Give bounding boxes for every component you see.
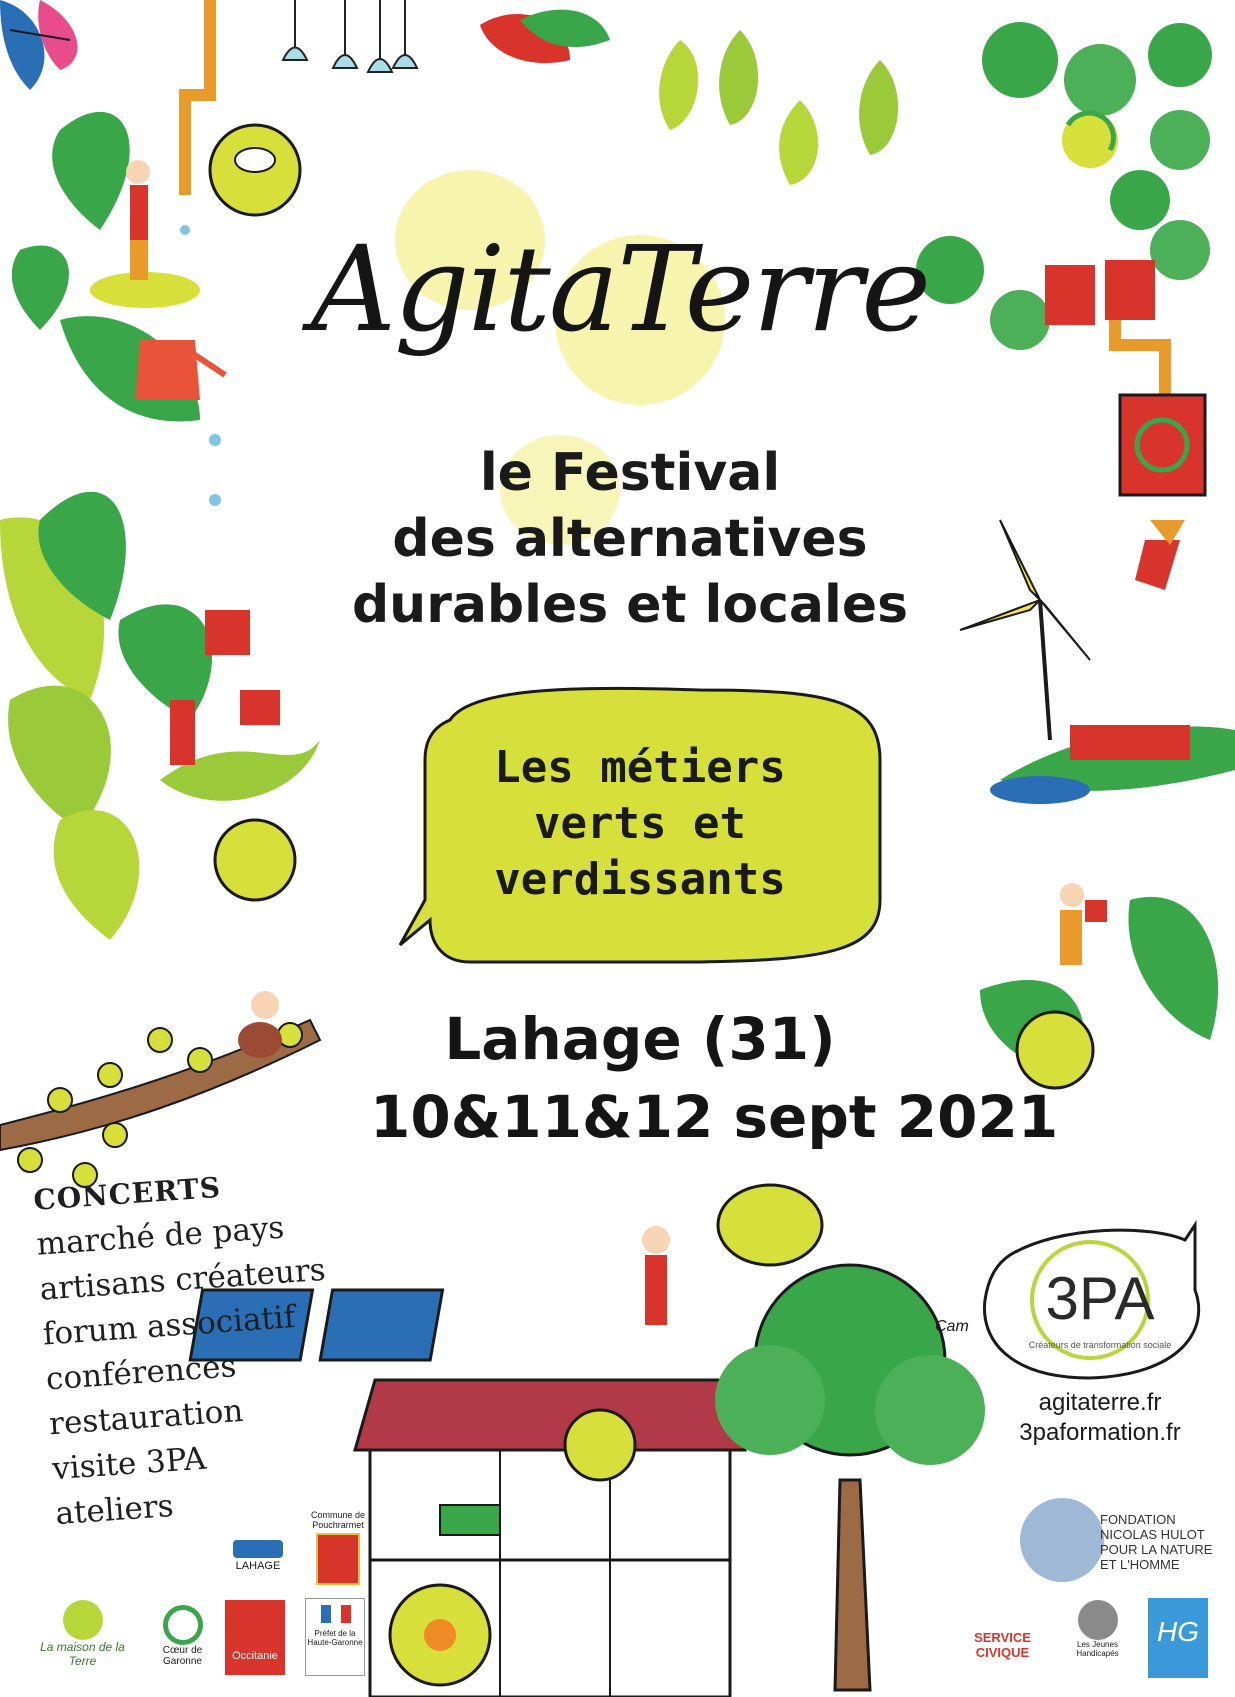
occitanie-label: Occitanie xyxy=(232,1650,278,1662)
festival-title: AgitaTerre xyxy=(310,220,930,358)
subtitle-line: durables et locales xyxy=(351,575,909,635)
activity-item: marché de pays xyxy=(35,1209,286,1263)
lahage-logo xyxy=(228,1540,288,1572)
artist-signature: Cam xyxy=(935,1318,969,1335)
event-dates: 10&11&12 sept 2021 xyxy=(370,1083,1059,1151)
lahage-label: LAHAGE xyxy=(235,1560,281,1572)
occitanie-logo xyxy=(225,1600,285,1675)
shield-icon xyxy=(316,1533,360,1585)
theme-text xyxy=(450,740,830,908)
activity-item: ateliers xyxy=(54,1487,175,1533)
theme-line: verts et xyxy=(534,798,746,849)
festival-subtitle xyxy=(330,440,930,638)
activity-item: visite 3PA xyxy=(51,1440,208,1488)
maison-terre-label: La maison de la Terre xyxy=(40,1640,125,1668)
pouchrarmet-logo xyxy=(303,1510,373,1585)
maison-terre-logo xyxy=(35,1600,130,1668)
event-location: Lahage (31) xyxy=(444,1005,836,1073)
flag-icon xyxy=(321,1605,351,1623)
hanging-bells xyxy=(283,0,417,72)
hulot-line: NICOLAS HULOT xyxy=(1100,1527,1205,1542)
hulot-line: FONDATION xyxy=(1100,1512,1176,1527)
pouchrarmet-label: Commune de Pouchrarmet xyxy=(310,1510,366,1530)
website-link[interactable]: 3paformation.fr xyxy=(1019,1419,1181,1446)
prefet-label: Préfet de la Haute-Garonne xyxy=(307,1629,363,1647)
watering-can xyxy=(135,340,200,400)
recycle-box xyxy=(1120,395,1205,495)
activity-item: forum associatif xyxy=(41,1299,297,1353)
coeur-garonne-icon xyxy=(163,1605,203,1645)
top-leaves xyxy=(480,10,898,185)
activity-item: restauration xyxy=(47,1392,245,1443)
activities-list xyxy=(32,1156,376,1537)
activity-item: conférences xyxy=(44,1348,238,1398)
jeunes-logo xyxy=(1070,1600,1125,1658)
red-bin xyxy=(1105,260,1155,320)
subtitle-line: le Festival xyxy=(479,443,781,503)
top-left-leaves xyxy=(0,0,77,90)
event-location-dates xyxy=(370,1000,1059,1156)
plug-bubble xyxy=(718,1185,822,1265)
subtitle-line: des alternatives xyxy=(392,509,868,569)
maison-terre-icon xyxy=(63,1600,103,1640)
drainpipe xyxy=(185,0,210,195)
jeunes-label: Les Jeunes Handicapés xyxy=(1076,1640,1119,1658)
hulot-logo-text xyxy=(1100,1512,1235,1572)
coeur-garonne-label: Cœur de Garonne xyxy=(162,1645,203,1667)
logo-3pa-name: 3PA xyxy=(1045,1265,1155,1332)
service-civique-logo xyxy=(955,1630,1050,1660)
windmill xyxy=(960,520,1090,740)
hg-label: HG xyxy=(1157,1616,1199,1647)
logo-3pa-tagline: Créateurs de transformation sociale xyxy=(1028,1340,1172,1350)
sprout-bubble xyxy=(215,820,295,900)
activity-item: CONCERTS xyxy=(32,1170,222,1217)
websites xyxy=(1000,1388,1200,1448)
theme-line: Les métiers xyxy=(494,742,786,793)
coeur-garonne-logo xyxy=(150,1605,215,1667)
hg-logo xyxy=(1148,1598,1208,1678)
right-lower-plant xyxy=(980,883,1218,1088)
hulot-line: ET L'HOMME xyxy=(1100,1557,1180,1572)
website-link[interactable]: agitaterre.fr xyxy=(1038,1389,1162,1416)
prefet-logo xyxy=(305,1598,365,1676)
lahage-icon xyxy=(233,1540,283,1558)
hulot-line: POUR LA NATURE xyxy=(1100,1542,1213,1557)
service-civique-label: SERVICE CIVIQUE xyxy=(974,1630,1031,1660)
red-bin xyxy=(1045,265,1095,325)
jeunes-icon xyxy=(1078,1600,1118,1640)
activity-item: artisans créateurs xyxy=(38,1251,327,1308)
hulot-globe xyxy=(1020,1498,1104,1582)
theme-line: verdissants xyxy=(494,854,786,905)
